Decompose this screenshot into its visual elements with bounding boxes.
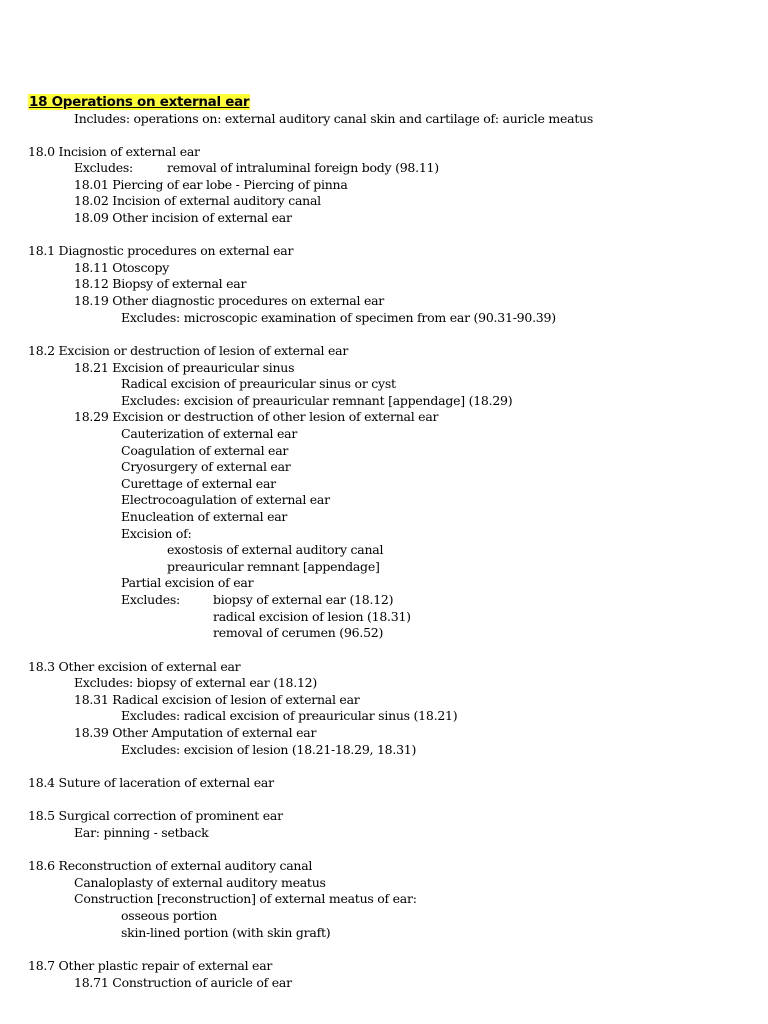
code-item-detail: Ear: pinning - setback [74,825,209,840]
section-heading-18-7: 18.7 Other plastic repair of external ear [28,958,273,973]
code-item-detail: Radical excision of preauricular sinus or cyst [121,376,396,391]
list-item: Coagulation of external ear [121,443,289,458]
section-heading-18-1: 18.1 Diagnostic procedures on external ear [28,243,294,258]
code-item-18-31: 18.31 Radical excision of lesion of external ear [74,692,360,707]
list-item: Partial excision of ear [121,575,254,590]
list-subitem: preauricular remnant [appendage] [167,559,380,574]
list-subitem: osseous portion [121,908,218,923]
excludes-list-item: removal of cerumen (96.52) [213,625,384,640]
code-item-18-02: 18.02 Incision of external auditory canal [74,193,321,208]
section-heading-18-0: 18.0 Incision of external ear [28,144,200,159]
excludes-note: Excludes: biopsy of external ear (18.12) [74,675,317,690]
code-item-18-12: 18.12 Biopsy of external ear [74,276,247,291]
excludes-note: Excludes: microscopic examination of specimen from ear (90.31-90.39) [121,310,556,325]
excludes-list-item: radical excision of lesion (18.31) [213,609,411,624]
section-heading-18-2: 18.2 Excision or destruction of lesion of external ear [28,343,349,358]
code-item-18-01: 18.01 Piercing of ear lobe - Piercing of pinna [74,177,348,192]
excludes-note: Excludes: removal of intraluminal foreign body (98.11) [74,160,439,175]
code-item-18-19: 18.19 Other diagnostic procedures on external ear [74,293,385,308]
code-item-18-11: 18.11 Otoscopy [74,260,170,275]
section-heading-18-5: 18.5 Surgical correction of prominent ear [28,808,283,823]
section-heading-18-3: 18.3 Other excision of external ear [28,659,241,674]
includes-note: Includes: operations on: external auditory canal skin and cartilage of: auricle meatus [74,111,594,126]
list-item: Enucleation of external ear [121,509,288,524]
code-item-18-71: 18.71 Construction of auricle of ear [74,975,292,990]
code-item-18-21: 18.21 Excision of preauricular sinus [74,360,295,375]
code-item-18-39: 18.39 Other Amputation of external ear [74,725,317,740]
list-item: Electrocoagulation of external ear [121,492,330,507]
list-item: Curettage of external ear [121,476,276,491]
list-item: Excision of: [121,526,192,541]
list-subitem: skin-lined portion (with skin graft) [121,925,331,940]
list-subitem: exostosis of external auditory canal [167,542,384,557]
chapter-title: 18 Operations on external ear [29,94,250,110]
list-item: Cauterization of external ear [121,426,298,441]
code-item-18-29: 18.29 Excision or destruction of other lesion of external ear [74,409,439,424]
section-heading-18-6: 18.6 Reconstruction of external auditory canal [28,858,313,873]
excludes-note: Excludes: biopsy of external ear (18.12) [121,592,394,607]
section-heading-18-4: 18.4 Suture of laceration of external ear [28,775,274,790]
code-item-18-09: 18.09 Other incision of external ear [74,210,292,225]
excludes-note: Excludes: excision of preauricular remnant [appendage] (18.29) [121,393,513,408]
list-item: Cryosurgery of external ear [121,459,291,474]
code-item-detail: Canaloplasty of external auditory meatus [74,875,326,890]
excludes-note: Excludes: excision of lesion (18.21-18.29, 18.31) [121,742,417,757]
code-item-detail: Construction [reconstruction] of external meatus of ear: [74,891,417,906]
excludes-note: Excludes: radical excision of preauricular sinus (18.21) [121,708,458,723]
